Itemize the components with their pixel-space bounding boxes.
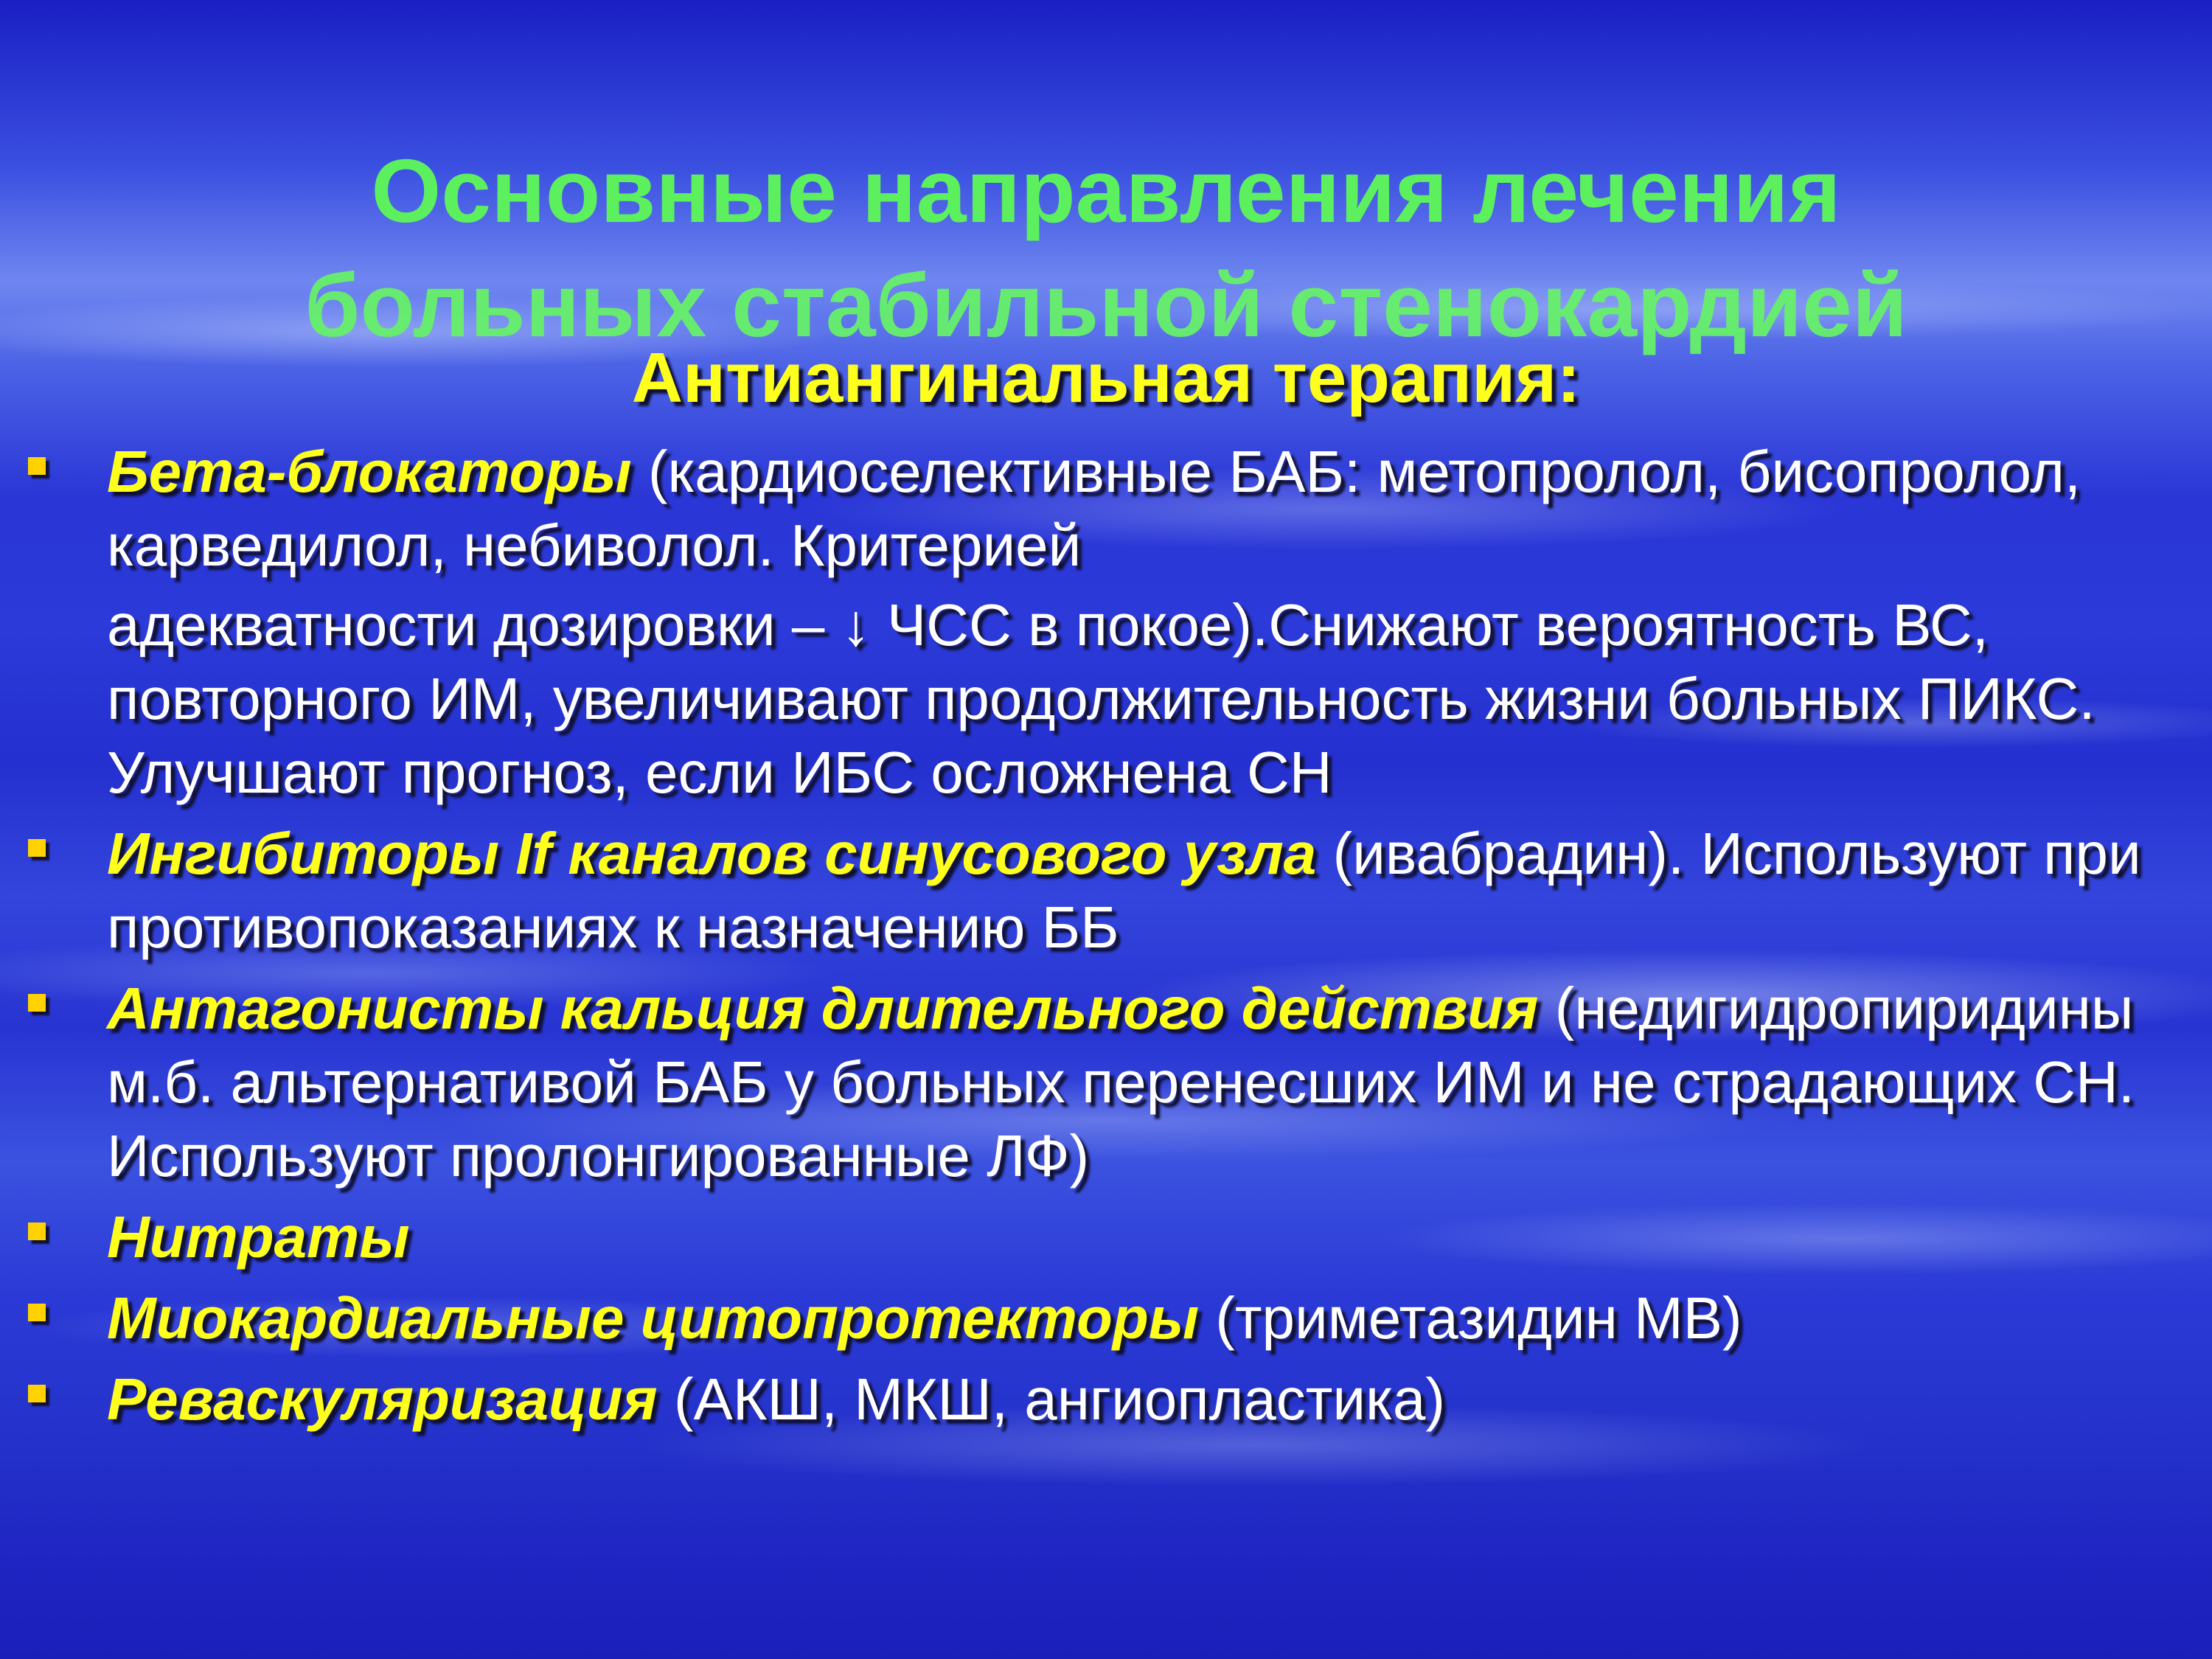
item-heading: Антагонисты кальция длительного действия — [107, 975, 1539, 1041]
item-heading: Бета-блокаторы — [107, 439, 632, 504]
item-text-continued: адекватности дозировки – ↓ ЧСС в покое).Снижают вероятность ВС, повторного ИМ, увеличивают продолжительность жизни больных ПИКС. Улучшают прогноз, если ИБС осложнена СН — [107, 592, 2096, 805]
list-item-calcium-antagonists — [22, 972, 2197, 1193]
square-bullet-icon — [28, 839, 46, 857]
item-heading: Миокардиальные цитопротекторы — [107, 1285, 1200, 1351]
item-heading: Нитраты — [107, 1204, 410, 1270]
square-bullet-icon — [28, 457, 46, 475]
item-heading: Реваскуляризация — [107, 1366, 658, 1432]
square-bullet-icon — [28, 994, 46, 1012]
item-text: (кардиоселективные БАБ: метопролол, бисопролол, карведилол, небиволол. Критерией — [107, 439, 2081, 578]
therapy-list — [22, 435, 2197, 1444]
section-heading: Антиангинальная терапия: — [631, 338, 1581, 417]
square-bullet-icon — [28, 1222, 46, 1240]
item-heading: Ингибиторы If каналов синусового узла — [107, 821, 1317, 886]
list-item-if-inhibitors — [22, 817, 2197, 964]
list-item-beta-blockers — [22, 435, 2197, 810]
list-item-cytoprotectors — [22, 1281, 2197, 1355]
square-bullet-icon — [28, 1385, 46, 1402]
list-item-nitrates — [22, 1200, 2197, 1274]
item-text: (ивабрадин). Используют при противопоказаниях к назначению ББ — [107, 821, 2141, 960]
item-text: (триметазидин МВ) — [1199, 1285, 1742, 1351]
slide-title — [0, 134, 2212, 363]
square-bullet-icon — [28, 1304, 46, 1321]
list-item-revascularization — [22, 1363, 2197, 1436]
title-line-1: Основные направления лечения — [371, 140, 1841, 241]
item-text: (недигидропиридины м.б. альтернативой БАБ у больных перенесших ИМ и не страдающих СН. Используют пролонгированные ЛФ) — [107, 975, 2135, 1189]
item-text: (АКШ, МКШ, ангиопластика) — [657, 1366, 1445, 1432]
title-line-2: больных стабильной стенокардией — [305, 254, 1907, 355]
